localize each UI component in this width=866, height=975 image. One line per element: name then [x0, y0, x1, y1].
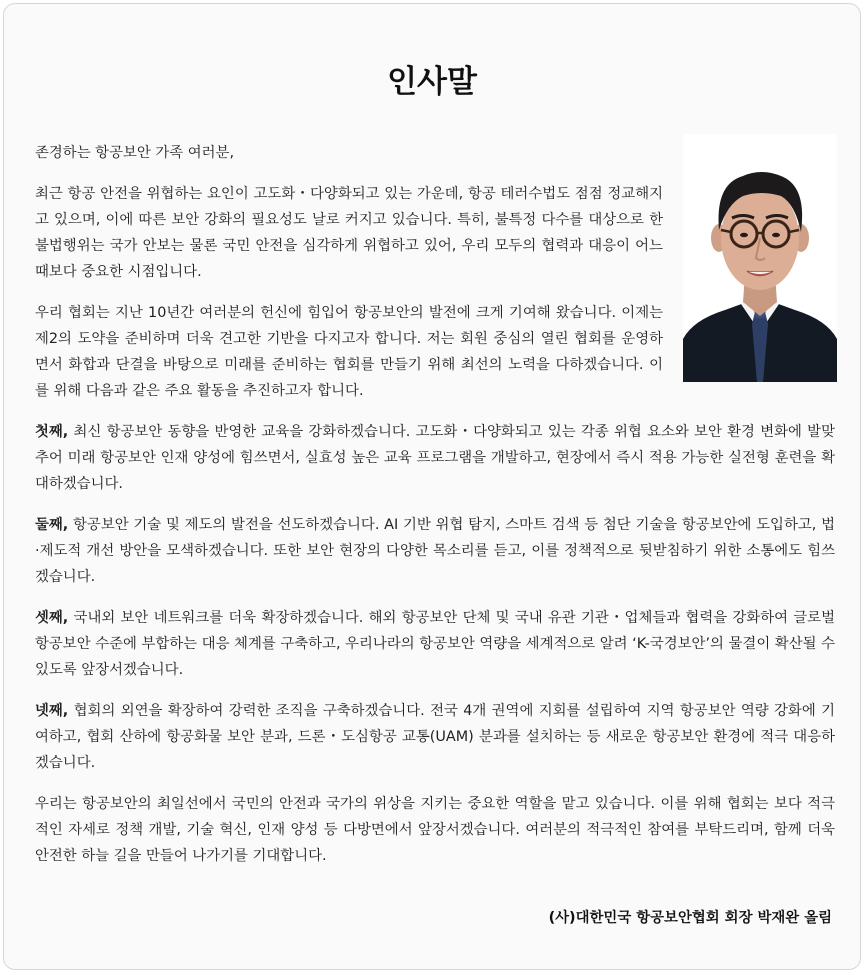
- fourth-lead: 넷째,: [35, 703, 69, 719]
- second-text: 항공보안 기술 및 제도의 발전을 선도하겠습니다. AI 기반 위협 탐지, 스마트 검색 등 첨단 기술을 항공보안에 도입하고, 법·제도적 개선 방안을 모색하겠습니다. 또한 보안 현장의 다양한 목소리를 듣고, 이를 정책적으로 뒷받침하기 위한 소통에도 힘쓰겠습니다.: [35, 517, 835, 585]
- second-lead: 둘째,: [35, 517, 69, 533]
- greeting-line: 존경하는 항공보안 가족 여러분,: [35, 145, 235, 161]
- page-title: 인사말: [387, 64, 477, 100]
- president-portrait: [683, 134, 837, 382]
- first-lead: 첫째,: [35, 424, 69, 440]
- third-lead: 셋째,: [35, 610, 69, 626]
- paragraph-association: 우리 협회는 지난 10년간 여러분의 헌신에 힘입어 항공보안의 발전에 크게 기여해 왔습니다. 이제는 제2의 도약을 준비하며 더욱 견고한 기반을 다지고자 합니다. 저는 회원 중심의 열린 협회를 운영하면서 화합과 단결을 바탕으로 미래를 준비하는 협회를 만들기 위해 최선의 노력을 다하겠습니다. 이를 위해 다음과 같은 주요 활동을 추진하고자 합니다.: [35, 305, 663, 399]
- third-text: 국내외 보안 네트워크를 더욱 확장하겠습니다. 해외 항공보안 단체 및 국내 유관 기관・업체들과 협력을 강화하여 글로벌 항공보안 수준에 부합하는 대응 체계를 구축하고, 우리나라의 항공보안 역량을 세계적으로 알려 ‘K-국경보안’의 물결이 확산될 수 있도록 앞장서겠습니다.: [35, 610, 835, 678]
- paragraph-first: [35, 419, 835, 497]
- signature: (사)대한민국 항공보안협회 회장 박재완 올림: [548, 910, 832, 926]
- fourth-text: 협회의 외연을 확장하여 강력한 조직을 구축하겠습니다. 전국 4개 권역에 지회를 설립하여 지역 항공보안 역량 강화에 기여하고, 협회 산하에 항공화물 보안 분과, 드론・도심항공 교통(UAM) 분과를 설치하는 등 새로운 항공보안 환경에 적극 대응하겠습니다.: [35, 703, 835, 771]
- paragraph-second: [35, 512, 835, 590]
- paragraph-intro: 최근 항공 안전을 위협하는 요인이 고도화・다양화되고 있는 가운데, 항공 테러수법도 점점 정교해지고 있으며, 이에 따른 보안 강화의 필요성도 날로 커지고 있습니다. 특히, 불특정 다수를 대상으로 한 불법행위는 국가 안보는 물론 국민 안전을 심각하게 위협하고 있어, 우리 모두의 협력과 대응이 어느 때보다 중요한 시점입니다.: [35, 186, 663, 280]
- paragraph-third: [35, 605, 835, 683]
- president-photo: [683, 134, 837, 382]
- paragraph-closing: 우리는 항공보안의 최일선에서 국민의 안전과 국가의 위상을 지키는 중요한 역할을 맡고 있습니다. 이를 위해 협회는 보다 적극적인 자세로 정책 개발, 기술 혁신, 인재 양성 등 다방면에서 앞장서겠습니다. 여러분의 적극적인 참여를 부탁드리며, 함께 더욱 안전한 하늘 길을 만들어 나가기를 기대합니다.: [35, 796, 835, 864]
- message-body: [35, 140, 835, 884]
- first-text: 최신 항공보안 동향을 반영한 교육을 강화하겠습니다. 고도화・다양화되고 있는 각종 위협 요소와 보안 환경 변화에 발맞추어 미래 항공보안 인재 양성에 힘쓰면서, 실효성 높은 교육 프로그램을 개발하고, 현장에서 즉시 적용 가능한 실전형 훈련을 확대하겠습니다.: [35, 424, 835, 492]
- greeting-card: [3, 3, 861, 970]
- paragraph-fourth: [35, 698, 835, 776]
